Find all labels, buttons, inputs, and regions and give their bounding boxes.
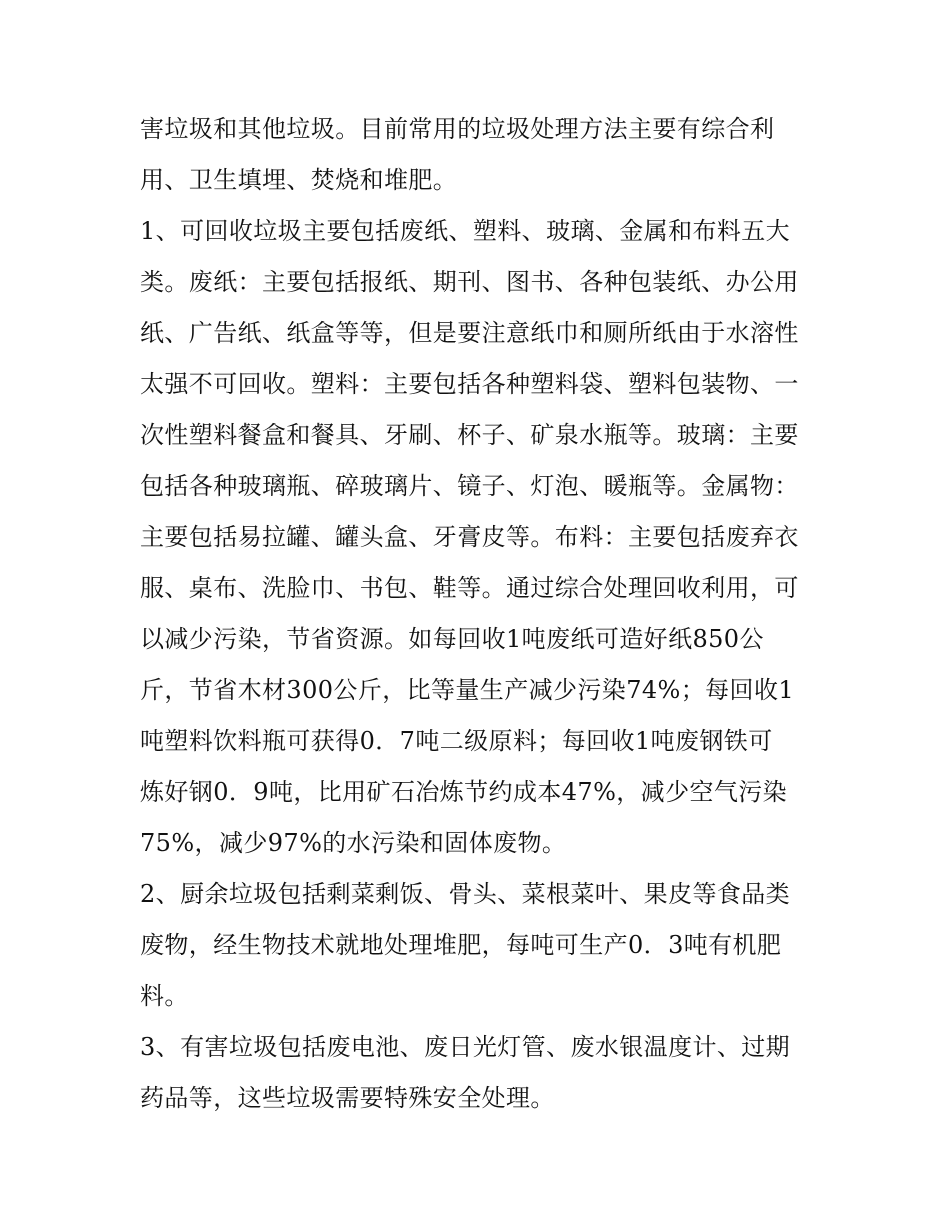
text-line: 1、可回收垃圾主要包括废纸、塑料、玻璃、金属和布料五大 — [140, 217, 791, 245]
text-line: 75%，减少97%的水污染和固体废物。 — [140, 829, 567, 857]
text-line: 以减少污染，节省资源。如每回收1吨废纸可造好纸850公 — [140, 625, 764, 653]
text-line: 次性塑料餐盒和餐具、牙刷、杯子、矿泉水瓶等。玻璃：主要 — [140, 421, 799, 449]
text-line: 主要包括易拉罐、罐头盒、牙膏皮等。布料：主要包括废弃衣 — [140, 523, 799, 551]
text-line: 料。 — [140, 982, 189, 1010]
text-line: 药品等，这些垃圾需要特殊安全处理。 — [140, 1084, 555, 1112]
text-line: 用、卫生填埋、焚烧和堆肥。 — [140, 166, 458, 194]
document-body — [140, 104, 820, 1124]
text-line: 纸、广告纸、纸盒等等，但是要注意纸巾和厕所纸由于水溶性 — [140, 319, 799, 347]
text-line: 害垃圾和其他垃圾。目前常用的垃圾处理方法主要有综合利 — [140, 115, 775, 143]
text-line: 2、厨余垃圾包括剩菜剩饭、骨头、菜根菜叶、果皮等食品类 — [140, 880, 791, 908]
text-line: 类。废纸：主要包括报纸、期刊、图书、各种包装纸、办公用 — [140, 268, 799, 296]
text-line: 太强不可回收。塑料：主要包括各种塑料袋、塑料包装物、一 — [140, 370, 799, 398]
text-line: 炼好钢0．9吨，比用矿石冶炼节约成本47%，减少空气污染 — [140, 778, 788, 806]
text-line: 斤，节省木材300公斤，比等量生产减少污染74%；每回收1 — [140, 676, 795, 704]
text-line: 3、有害垃圾包括废电池、废日光灯管、废水银温度计、过期 — [140, 1033, 791, 1061]
text-line: 服、桌布、洗脸巾、书包、鞋等。通过综合处理回收利用，可 — [140, 574, 799, 602]
text-line: 废物，经生物技术就地处理堆肥，每吨可生产0．3吨有机肥 — [140, 931, 782, 959]
text-line: 吨塑料饮料瓶可获得0．7吨二级原料；每回收1吨废钢铁可 — [140, 727, 773, 755]
text-line: 包括各种玻璃瓶、碎玻璃片、镜子、灯泡、暖瓶等。金属物： — [140, 472, 799, 500]
